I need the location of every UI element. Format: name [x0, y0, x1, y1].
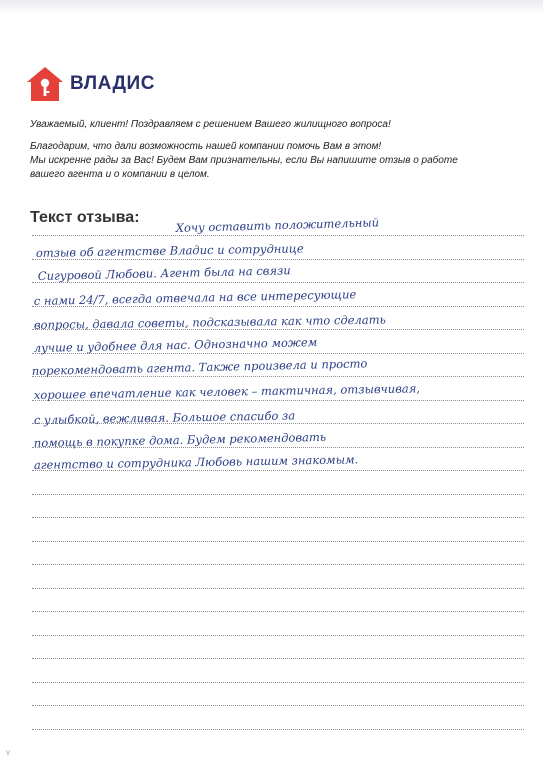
ruled-line: [32, 259, 524, 260]
intro-text: [30, 118, 510, 182]
handwritten-line: вопросы, давала советы, подсказывала как что сделать: [33, 312, 386, 332]
handwritten-line: порекомендовать агента. Также произвела и просто: [31, 356, 368, 378]
brand-name: ВЛАДИС: [70, 73, 155, 94]
house-key-logo-icon: [26, 66, 64, 102]
handwritten-line: Хочу оставить положительный: [175, 215, 380, 235]
ruled-line: [32, 494, 524, 495]
handwritten-line: Сигуровой Любови. Агент была на связи: [37, 263, 291, 283]
handwritten-line: агентство и сотрудника Любовь нашим знакомым.: [33, 452, 359, 472]
request-line: Мы искренне рады за Вас! Будем Вам признательны, если Вы напишите отзыв о работе: [30, 155, 458, 166]
ruled-line: [32, 729, 524, 730]
ruled-line: [32, 705, 524, 706]
handwritten-line: лучше и удобнее для нас. Однозначно можем: [33, 335, 318, 355]
header: [26, 66, 155, 102]
handwritten-line: хорошее впечатление как человек – тактичная, отзывчивая,: [33, 381, 421, 402]
ruled-line: [32, 682, 524, 683]
ruled-line: [32, 564, 524, 565]
ruled-line: [32, 611, 524, 612]
ruled-line: [32, 235, 524, 236]
review-label: Текст отзыва:: [30, 209, 140, 226]
ruled-line: [32, 517, 524, 518]
handwritten-line: с улыбкой, вежливая. Большое спасибо за: [33, 408, 296, 427]
ruled-line: [32, 658, 524, 659]
ruled-line: [32, 282, 524, 283]
request-line-continued: вашего агента и о компании в целом.: [30, 169, 210, 180]
greeting-line: Уважаемый, клиент! Поздравляем с решением Вашего жилищного вопроса!: [30, 119, 391, 130]
page-top-edge: [0, 0, 543, 14]
corner-mark: v: [6, 748, 10, 757]
ruled-line: [32, 541, 524, 542]
ruled-line: [32, 635, 524, 636]
thanks-line: Благодарим, что дали возможность нашей компании помочь Вам в этом!: [30, 141, 382, 152]
handwritten-line: помощь в покупке дома. Будем рекомендовать: [33, 429, 327, 450]
handwritten-line: отзыв об агентстве Владис и сотруднице: [35, 241, 304, 260]
handwritten-line: с нами 24/7, всегда отвечала на все интересующие: [33, 287, 357, 308]
ruled-line: [32, 588, 524, 589]
